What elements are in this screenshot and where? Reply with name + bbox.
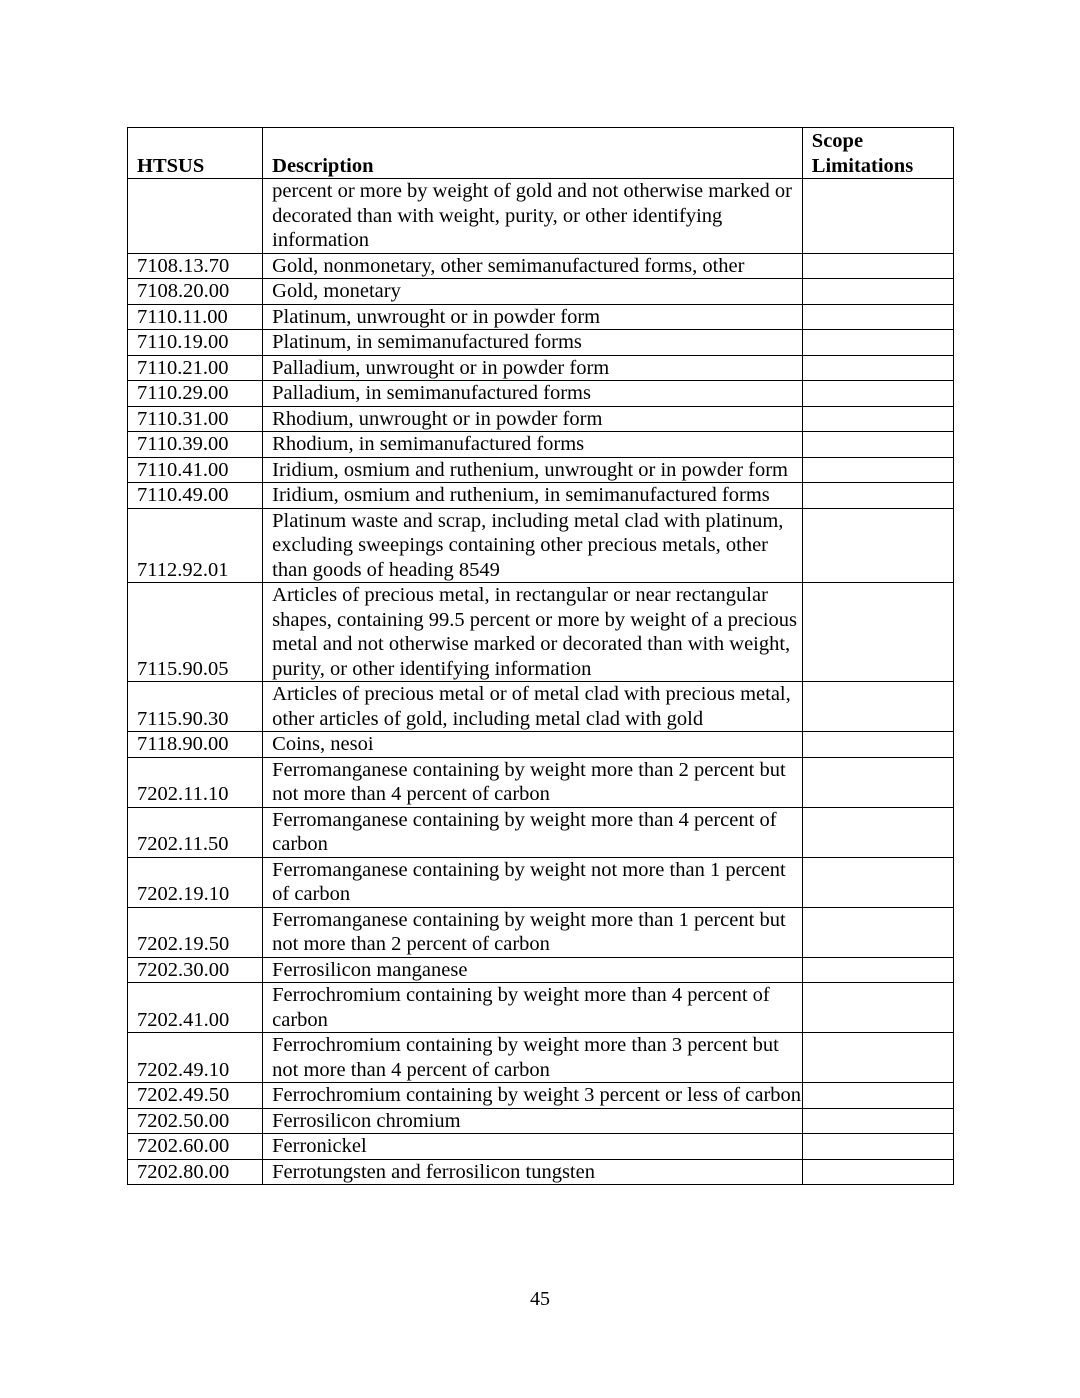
description-cell: Ferromanganese containing by weight not more than 1 percent of carbon [263, 857, 803, 907]
table-row [128, 253, 954, 279]
scope-limitations-cell [802, 253, 953, 279]
table-row [128, 483, 954, 509]
description-cell: Rhodium, unwrought or in powder form [263, 406, 803, 432]
description-cell: Platinum waste and scrap, including metal clad with platinum, excluding sweepings containing other precious metals, other than goods of heading 8549 [263, 508, 803, 583]
description-cell: Gold, nonmonetary, other semimanufactured forms, other [263, 253, 803, 279]
htsus-code-cell: 7108.20.00 [128, 279, 263, 305]
htsus-code-cell: 7202.11.50 [128, 807, 263, 857]
htsus-code-cell: 7115.90.05 [128, 583, 263, 682]
description-cell: Gold, monetary [263, 279, 803, 305]
scope-limitations-cell [802, 279, 953, 305]
scope-limitations-cell [802, 957, 953, 983]
table-row [128, 907, 954, 957]
table-row [128, 457, 954, 483]
description-cell: Iridium, osmium and ruthenium, in semimanufactured forms [263, 483, 803, 509]
table-row [128, 1134, 954, 1160]
description-cell: percent or more by weight of gold and not otherwise marked or decorated than with weight, purity, or other identifying information [263, 179, 803, 254]
htsus-code-cell: 7110.29.00 [128, 381, 263, 407]
htsus-code-cell: 7202.30.00 [128, 957, 263, 983]
htsus-code-cell: 7202.49.10 [128, 1033, 263, 1083]
table-row [128, 682, 954, 732]
description-cell: Ferrotungsten and ferrosilicon tungsten [263, 1159, 803, 1185]
description-cell: Articles of precious metal or of metal clad with precious metal, other articles of gold, including metal clad with gold [263, 682, 803, 732]
scope-limitations-cell [802, 1033, 953, 1083]
htsus-code-cell: 7110.21.00 [128, 355, 263, 381]
description-cell: Ferrochromium containing by weight more than 4 percent of carbon [263, 983, 803, 1033]
scope-limitations-cell [802, 983, 953, 1033]
description-cell: Coins, nesoi [263, 732, 803, 758]
htsus-code-cell: 7118.90.00 [128, 732, 263, 758]
scope-limitations-cell [802, 330, 953, 356]
table-header-row [128, 128, 954, 179]
description-cell: Ferromanganese containing by weight more than 4 percent of carbon [263, 807, 803, 857]
description-cell: Palladium, unwrought or in powder form [263, 355, 803, 381]
htsus-code-cell: 7110.39.00 [128, 432, 263, 458]
htsus-code-cell: 7110.41.00 [128, 457, 263, 483]
header-htsus: HTSUS [128, 128, 263, 179]
scope-limitations-cell [802, 732, 953, 758]
description-cell: Platinum, in semimanufactured forms [263, 330, 803, 356]
table-row [128, 857, 954, 907]
table-row [128, 1108, 954, 1134]
description-cell: Platinum, unwrought or in powder form [263, 304, 803, 330]
description-cell: Ferrosilicon manganese [263, 957, 803, 983]
scope-limitations-cell [802, 406, 953, 432]
htsus-code-cell: 7202.19.50 [128, 907, 263, 957]
htsus-code-cell: 7202.80.00 [128, 1159, 263, 1185]
htsus-code-cell: 7202.50.00 [128, 1108, 263, 1134]
table-row [128, 732, 954, 758]
scope-limitations-cell [802, 1159, 953, 1185]
description-cell: Ferronickel [263, 1134, 803, 1160]
scope-limitations-cell [802, 857, 953, 907]
htsus-code-cell: 7110.19.00 [128, 330, 263, 356]
table-row [128, 807, 954, 857]
table-row [128, 1033, 954, 1083]
table-row [128, 957, 954, 983]
scope-limitations-cell [802, 508, 953, 583]
htsus-code-cell: 7108.13.70 [128, 253, 263, 279]
table-row [128, 983, 954, 1033]
scope-limitations-cell [802, 682, 953, 732]
scope-limitations-cell [802, 583, 953, 682]
htsus-code-cell: 7202.41.00 [128, 983, 263, 1033]
description-cell: Rhodium, in semimanufactured forms [263, 432, 803, 458]
scope-limitations-cell [802, 757, 953, 807]
description-cell: Iridium, osmium and ruthenium, unwrought or in powder form [263, 457, 803, 483]
table-row [128, 179, 954, 254]
table-row [128, 406, 954, 432]
table-body [128, 179, 954, 1185]
description-cell: Ferromanganese containing by weight more than 2 percent but not more than 4 percent of carbon [263, 757, 803, 807]
table-row [128, 1159, 954, 1185]
tariff-table [127, 127, 954, 1185]
scope-limitations-cell [802, 1134, 953, 1160]
table-row [128, 381, 954, 407]
description-cell: Ferromanganese containing by weight more than 1 percent but not more than 2 percent of carbon [263, 907, 803, 957]
htsus-code-cell: 7202.49.50 [128, 1083, 263, 1109]
scope-limitations-cell [802, 304, 953, 330]
htsus-code-cell: 7110.31.00 [128, 406, 263, 432]
scope-limitations-cell [802, 1108, 953, 1134]
scope-limitations-cell [802, 381, 953, 407]
page-number: 45 [530, 1288, 550, 1310]
scope-limitations-cell [802, 907, 953, 957]
description-cell: Palladium, in semimanufactured forms [263, 381, 803, 407]
scope-limitations-cell [802, 807, 953, 857]
htsus-code-cell: 7202.19.10 [128, 857, 263, 907]
htsus-code-cell: 7110.11.00 [128, 304, 263, 330]
table-row [128, 583, 954, 682]
table-row [128, 355, 954, 381]
description-cell: Ferrosilicon chromium [263, 1108, 803, 1134]
scope-limitations-cell [802, 483, 953, 509]
scope-limitations-cell [802, 1083, 953, 1109]
htsus-code-cell [128, 179, 263, 254]
description-cell: Articles of precious metal, in rectangular or near rectangular shapes, containing 99.5 percent or more by weight of a precious metal and not otherwise marked or decorated than with weight, purity, or other identifying information [263, 583, 803, 682]
description-cell: Ferrochromium containing by weight 3 percent or less of carbon [263, 1083, 803, 1109]
scope-limitations-cell [802, 179, 953, 254]
htsus-code-cell: 7112.92.01 [128, 508, 263, 583]
htsus-code-cell: 7110.49.00 [128, 483, 263, 509]
table-row [128, 304, 954, 330]
table-row [128, 508, 954, 583]
description-cell: Ferrochromium containing by weight more than 3 percent but not more than 4 percent of carbon [263, 1033, 803, 1083]
scope-limitations-cell [802, 355, 953, 381]
scope-limitations-cell [802, 432, 953, 458]
htsus-code-cell: 7202.60.00 [128, 1134, 263, 1160]
scope-limitations-cell [802, 457, 953, 483]
table-row [128, 432, 954, 458]
header-scope-limitations: Scope Limitations [802, 128, 953, 179]
table-row [128, 330, 954, 356]
table-row [128, 757, 954, 807]
table-row [128, 1083, 954, 1109]
htsus-code-cell: 7115.90.30 [128, 682, 263, 732]
htsus-code-cell: 7202.11.10 [128, 757, 263, 807]
table-row [128, 279, 954, 305]
header-description: Description [263, 128, 803, 179]
